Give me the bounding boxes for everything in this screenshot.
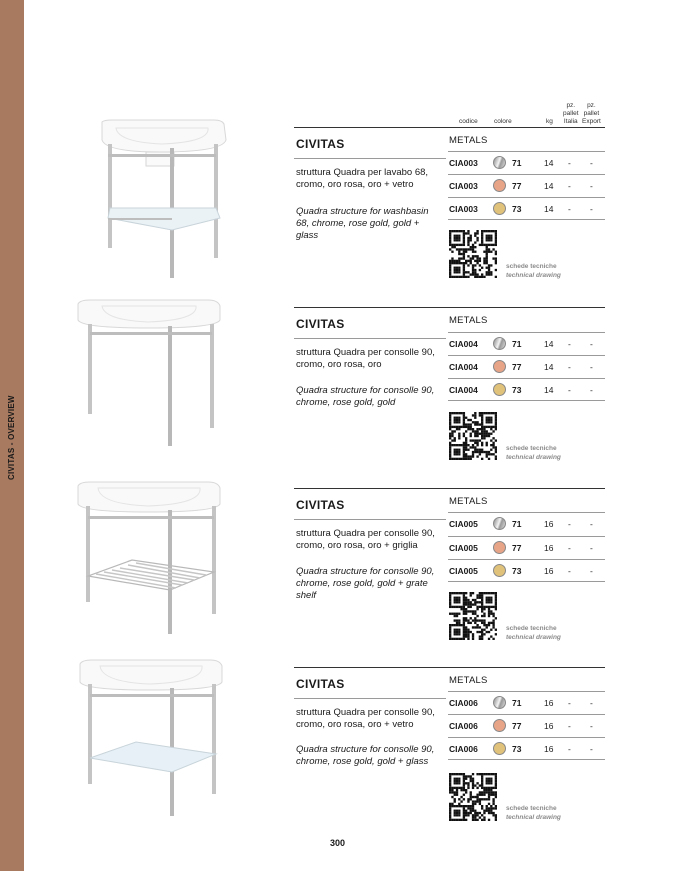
col-codice: codice: [459, 118, 478, 125]
col-italia: pz. pallet Italia: [563, 102, 579, 125]
pallet-export: -: [590, 181, 593, 191]
table-row: [448, 174, 605, 197]
weight: 14: [544, 204, 554, 214]
pallet-export: -: [590, 566, 593, 576]
divider: [294, 307, 605, 308]
qr-code-icon[interactable]: [449, 773, 497, 821]
page-number: 300: [330, 838, 346, 848]
divider: [294, 667, 605, 668]
description-en: Quadra structure for consolle 90, chrome, rose gold, gold: [296, 385, 435, 408]
weight: 14: [544, 385, 554, 395]
weight: 16: [544, 721, 554, 731]
color-swatch: [493, 202, 506, 215]
pallet-italia: -: [568, 543, 571, 553]
qr-code-icon[interactable]: [449, 592, 497, 640]
table-row: [448, 512, 605, 535]
color-code: 71: [512, 339, 522, 349]
product-code: CIA005: [449, 566, 478, 576]
product-code: CIA004: [449, 339, 478, 349]
weight: 16: [544, 744, 554, 754]
pallet-export: -: [590, 204, 593, 214]
table-row: [448, 737, 605, 760]
pallet-export: -: [590, 721, 593, 731]
product-code: CIA004: [449, 385, 478, 395]
color-code: 73: [512, 744, 522, 754]
weight: 16: [544, 566, 554, 576]
color-swatch: [493, 156, 506, 169]
pallet-export: -: [590, 385, 593, 395]
product-image-consolle-90: [76, 298, 222, 448]
pallet-italia: -: [568, 721, 571, 731]
table-row: [448, 691, 605, 714]
weight: 16: [544, 543, 554, 553]
color-swatch: [493, 742, 506, 755]
qr-code-icon[interactable]: [449, 230, 497, 278]
material-group: METALS: [449, 675, 488, 686]
color-code: 77: [512, 362, 522, 372]
product-code: CIA005: [449, 543, 478, 553]
qr-code-icon[interactable]: [449, 412, 497, 460]
product-code: CIA006: [449, 721, 478, 731]
color-swatch: [493, 337, 506, 350]
product-code: CIA006: [449, 744, 478, 754]
divider: [294, 488, 605, 489]
color-swatch: [493, 541, 506, 554]
description-it: struttura Quadra per consolle 90, cromo, oro rosa, oro + vetro: [296, 707, 435, 730]
material-group: METALS: [449, 135, 488, 146]
divider: [294, 158, 446, 159]
divider: [294, 698, 446, 699]
pallet-export: -: [590, 744, 593, 754]
color-swatch: [493, 179, 506, 192]
pallet-italia: -: [568, 698, 571, 708]
pallet-italia: -: [568, 181, 571, 191]
material-group: METALS: [449, 496, 488, 507]
product-title: CIVITAS: [296, 137, 345, 151]
pallet-italia: -: [568, 385, 571, 395]
technical-drawing-link[interactable]: schede tecniche technical drawing: [506, 263, 561, 279]
color-swatch: [493, 383, 506, 396]
description-en: Quadra structure for consolle 90, chrome, rose gold, gold + grate shelf: [296, 566, 435, 601]
table-row: [448, 355, 605, 378]
product-image-consolle-90-grate: [76, 480, 222, 636]
divider: [294, 519, 446, 520]
product-code: CIA006: [449, 698, 478, 708]
col-colore: colore: [494, 118, 512, 125]
technical-drawing-link[interactable]: schede tecniche technical drawing: [506, 625, 561, 641]
product-code: CIA005: [449, 519, 478, 529]
technical-drawing-link[interactable]: schede tecniche technical drawing: [506, 445, 561, 461]
section-label: CIVITAS - OVERVIEW: [7, 395, 16, 480]
weight: 14: [544, 181, 554, 191]
pallet-export: -: [590, 543, 593, 553]
technical-drawing-link[interactable]: schede tecniche technical drawing: [506, 805, 561, 821]
table-row: [448, 197, 605, 220]
pallet-italia: -: [568, 566, 571, 576]
pallet-export: -: [590, 339, 593, 349]
divider: [294, 338, 446, 339]
color-code: 77: [512, 543, 522, 553]
product-code: CIA003: [449, 204, 478, 214]
color-swatch: [493, 696, 506, 709]
product-title: CIVITAS: [296, 498, 345, 512]
product-title: CIVITAS: [296, 317, 345, 331]
color-code: 73: [512, 566, 522, 576]
description-en: Quadra structure for consolle 90, chrome, rose gold, gold + glass: [296, 744, 435, 767]
description-it: struttura Quadra per consolle 90, cromo, oro rosa, oro + griglia: [296, 528, 435, 551]
weight: 16: [544, 519, 554, 529]
color-code: 77: [512, 721, 522, 731]
color-code: 71: [512, 698, 522, 708]
table-row: [448, 536, 605, 559]
weight: 14: [544, 158, 554, 168]
pallet-export: -: [590, 158, 593, 168]
pallet-italia: -: [568, 158, 571, 168]
color-code: 71: [512, 158, 522, 168]
divider: [294, 127, 605, 128]
color-code: 77: [512, 181, 522, 191]
pallet-export: -: [590, 519, 593, 529]
pallet-export: -: [590, 698, 593, 708]
description-it: struttura Quadra per consolle 90, cromo, oro rosa, oro: [296, 347, 435, 370]
product-title: CIVITAS: [296, 677, 345, 691]
pallet-italia: -: [568, 204, 571, 214]
col-kg: kg: [546, 118, 553, 125]
product-code: CIA003: [449, 181, 478, 191]
table-row: [448, 559, 605, 582]
color-swatch: [493, 360, 506, 373]
table-row: [448, 378, 605, 401]
pallet-italia: -: [568, 339, 571, 349]
color-code: 73: [512, 385, 522, 395]
table-row: [448, 332, 605, 355]
pallet-italia: -: [568, 519, 571, 529]
col-export: pz. pallet Export: [582, 102, 601, 125]
color-swatch: [493, 719, 506, 732]
table-row: [448, 151, 605, 174]
weight: 14: [544, 339, 554, 349]
description-en: Quadra structure for washbasin 68, chrome, rose gold, gold + glass: [296, 206, 429, 241]
pallet-italia: -: [568, 744, 571, 754]
material-group: METALS: [449, 315, 488, 326]
weight: 16: [544, 698, 554, 708]
weight: 14: [544, 362, 554, 372]
color-code: 71: [512, 519, 522, 529]
product-code: CIA004: [449, 362, 478, 372]
product-image-consolle-90-glass: [78, 658, 224, 818]
product-code: CIA003: [449, 158, 478, 168]
color-code: 73: [512, 204, 522, 214]
product-image-washbasin-68: [96, 118, 230, 278]
pallet-italia: -: [568, 362, 571, 372]
table-row: [448, 714, 605, 737]
pallet-export: -: [590, 362, 593, 372]
color-swatch: [493, 517, 506, 530]
color-swatch: [493, 564, 506, 577]
description-it: struttura Quadra per lavabo 68, cromo, oro rosa, oro + vetro: [296, 167, 429, 190]
